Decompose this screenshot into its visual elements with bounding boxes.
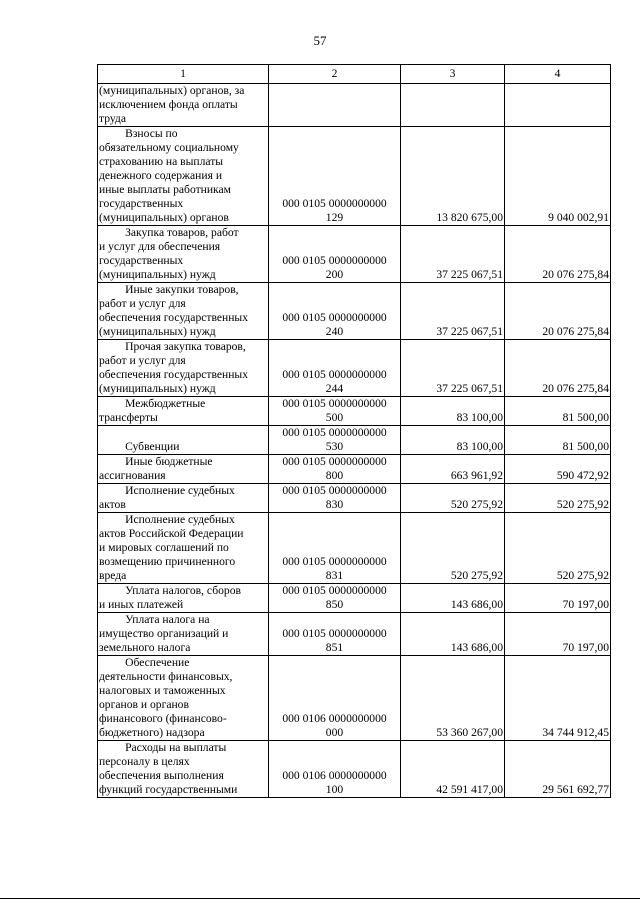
row-name: Закупка товаров, работ и услуг для обеспечения государственных (муниципальных) нужд [98,226,269,283]
table-row [98,484,611,513]
table-row [98,84,611,127]
row-value-4: 81 500,00 [505,397,611,426]
table-row [98,340,611,397]
row-value-4: 20 076 275,84 [505,226,611,283]
table-row [98,397,611,426]
row-name: Прочая закупка товаров, работ и услуг для обеспечения государственных (муниципальных) нужд [98,340,269,397]
row-code: 000 0105 0000000000 851 [269,613,401,656]
row-code: 000 0105 0000000000 129 [269,127,401,226]
row-code: 000 0105 0000000000 830 [269,484,401,513]
row-value-3: 37 225 067,51 [401,283,505,340]
page-number: 57 [313,33,327,48]
row-value-3: 143 686,00 [401,584,505,613]
table-row [98,226,611,283]
row-value-3: 520 275,92 [401,484,505,513]
row-value-3: 53 360 267,00 [401,656,505,741]
row-value-3: 83 100,00 [401,426,505,455]
row-name: Обеспечение деятельности финансовых, налоговых и таможенных органов и органов финансового (финансово- бюджетного) надзора [98,656,269,741]
page-bottom-rule [0,898,640,899]
row-code: 000 0105 0000000000 500 [269,397,401,426]
row-code: 000 0105 0000000000 800 [269,455,401,484]
row-name: Иные бюджетные ассигнования [98,455,269,484]
row-name: Субвенции [98,426,269,455]
row-value-4: 29 561 692,77 [505,741,611,798]
row-code: 000 0105 0000000000 850 [269,584,401,613]
row-name: Исполнение судебных актов Российской Федерации и мировых соглашений по возмещению причиненного вреда [98,513,269,584]
row-name: Взносы по обязательному социальному страхованию на выплаты денежного содержания и иные выплаты работникам государственных (муниципальных) органов [98,127,269,226]
row-value-4: 520 275,92 [505,513,611,584]
row-code: 000 0105 0000000000 244 [269,340,401,397]
row-name: Межбюджетные трансферты [98,397,269,426]
row-value-3: 83 100,00 [401,397,505,426]
row-value-4: 520 275,92 [505,484,611,513]
row-value-3: 663 961,92 [401,455,505,484]
row-name: Расходы на выплаты персоналу в целях обеспечения выполнения функций государственными [98,741,269,798]
table-row [98,656,611,741]
table-row [98,513,611,584]
row-code: 000 0105 0000000000 200 [269,226,401,283]
row-value-4: 590 472,92 [505,455,611,484]
row-value-3 [401,84,505,127]
table-row [98,584,611,613]
row-value-4 [505,84,611,127]
row-value-4: 20 076 275,84 [505,283,611,340]
row-code: 000 0105 0000000000 530 [269,426,401,455]
row-value-3: 37 225 067,51 [401,226,505,283]
row-value-4: 9 040 002,91 [505,127,611,226]
table-row [98,426,611,455]
row-name: Иные закупки товаров, работ и услуг для обеспечения государственных (муниципальных) нужд [98,283,269,340]
row-code: 000 0105 0000000000 240 [269,283,401,340]
table-row [98,127,611,226]
column-header-1: 1 [98,65,269,84]
row-value-3: 13 820 675,00 [401,127,505,226]
column-header-3: 3 [401,65,505,84]
row-value-4: 81 500,00 [505,426,611,455]
row-value-4: 20 076 275,84 [505,340,611,397]
row-name: Исполнение судебных актов [98,484,269,513]
row-value-4: 34 744 912,45 [505,656,611,741]
row-name: (муниципальных) органов, за исключением фонда оплаты труда [98,84,269,127]
row-value-3: 42 591 417,00 [401,741,505,798]
table-row [98,283,611,340]
table-row [98,613,611,656]
row-name: Уплата налога на имущество организаций и земельного налога [98,613,269,656]
budget-table [97,64,611,798]
row-code: 000 0106 0000000000 100 [269,741,401,798]
table-header-row [98,65,611,84]
row-value-4: 70 197,00 [505,613,611,656]
row-value-4: 70 197,00 [505,584,611,613]
column-header-4: 4 [505,65,611,84]
table-row [98,455,611,484]
table-row [98,741,611,798]
row-code [269,84,401,127]
row-value-3: 520 275,92 [401,513,505,584]
column-header-2: 2 [269,65,401,84]
row-value-3: 143 686,00 [401,613,505,656]
row-code: 000 0105 0000000000 831 [269,513,401,584]
row-value-3: 37 225 067,51 [401,340,505,397]
row-name: Уплата налогов, сборов и иных платежей [98,584,269,613]
row-code: 000 0106 0000000000 000 [269,656,401,741]
